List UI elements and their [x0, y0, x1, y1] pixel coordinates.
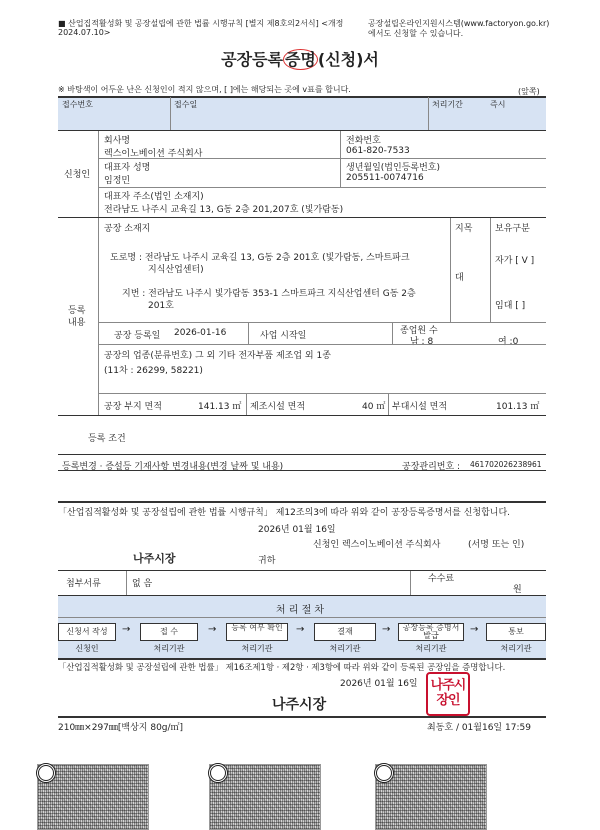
title-circled-part: 증명	[284, 50, 316, 69]
process-arrow-4: →	[382, 624, 391, 635]
applicant-row-rule-1	[98, 158, 546, 159]
land-category-value: 대	[455, 273, 464, 283]
process-step-3-actor: 처리기관	[241, 644, 273, 653]
registration-label-divider	[98, 218, 99, 415]
process-arrow-2: →	[208, 624, 217, 635]
staff-count-label: 종업원 수	[400, 326, 438, 336]
footer-top-rule	[58, 716, 546, 718]
official-seal-stamp: 나주시장인	[426, 672, 470, 716]
company-name-label: 회사명	[104, 136, 131, 146]
staff-female: 여 :0	[498, 337, 519, 347]
industry-line-1: 공장의 업종(분류번호) 그 외 기타 전자부품 제조업 외 1종	[104, 351, 331, 361]
staff-male: 남 : 8	[410, 337, 434, 347]
fee-label: 수수료	[428, 574, 455, 584]
aux-area-label: 부대시설 면적	[392, 402, 448, 412]
page-side-note: (앞쪽)	[518, 87, 540, 96]
applicant-label-divider	[98, 131, 99, 217]
attachment-top-rule	[58, 570, 546, 571]
mfg-area-value: 40 ㎡	[362, 402, 386, 412]
applicant-middle-divider	[340, 131, 341, 187]
factory-location-label: 공장 소재지	[104, 224, 151, 234]
process-step-4-box: 결재	[314, 623, 376, 641]
phone-label: 전화번호	[346, 136, 381, 146]
receipt-divider-1	[170, 97, 171, 130]
online-site-notice-2: 에서도 신청할 수 있습니다.	[368, 29, 464, 38]
processing-period-value: 즉시	[490, 100, 506, 109]
process-step-4-actor: 처리기관	[329, 644, 361, 653]
applicant-row-rule-2	[98, 187, 546, 188]
condition-bottom-rule	[58, 454, 546, 455]
process-title: 처 리 절 차	[275, 605, 325, 616]
process-step-6-actor: 처리기관	[500, 644, 532, 653]
receipt-date-label: 접수일	[174, 100, 198, 109]
process-arrow-3: →	[296, 624, 305, 635]
issuer-timestamp: 최동호 / 01월16일 17:59	[427, 723, 531, 733]
address-label: 대표자 주소(법인 소재지)	[104, 192, 204, 202]
land-category-label: 지목	[455, 224, 473, 234]
ownership-self-checkbox: 자가 [ V ]	[495, 256, 535, 266]
company-name-value: 렉스이노베이션 주식회사	[104, 149, 203, 159]
road-address-2: 지식산업센터)	[148, 265, 204, 275]
process-step-5-actor: 처리기관	[415, 644, 447, 653]
process-step-5-box: 공장등록 증명서발급	[398, 623, 464, 641]
online-site-notice: 공장설립온라인지원시스템(www.factoryon.go.kr)	[368, 19, 550, 28]
process-step-1-box: 신청서 작성	[58, 623, 116, 641]
ownership-lease-checkbox: 임대 [ ]	[495, 301, 526, 311]
address-value: 전라남도 나주시 교육길 13, G동 2층 201,207호 (빛가람동)	[104, 205, 344, 215]
certification-statement: 「산업집적활성화 및 공장설립에 관한 법률」 제16조제1항 · 제2항 · 제3항에 따라 위와 같이 등록된 공장임을 증명합니다.	[58, 662, 506, 672]
attachments-value: 없 음	[132, 579, 153, 589]
security-barcode-1	[37, 764, 149, 830]
staff-divider	[392, 322, 393, 344]
certification-top-rule	[58, 658, 546, 660]
road-address: 도로명 : 전라남도 나주시 교육길 13, G동 2층 201호 (빛가람동, 스마트파크	[110, 253, 410, 263]
receipt-bottom-rule	[58, 130, 546, 131]
representative-value: 임정민	[104, 176, 131, 186]
registration-condition-label: 등록 조건	[88, 434, 126, 444]
applicant-signature-line: 신청인 렉스이노베이션 주식회사	[313, 540, 441, 550]
land-divider	[450, 218, 451, 322]
process-step-1-actor: 신청인	[75, 644, 99, 653]
change-record-label: 등록변경 · 증설등 기재사항 변경내용(변경 날짜 및 내용)	[62, 462, 284, 472]
attachment-divider-1	[126, 571, 127, 595]
application-date: 2026년 01월 16일	[258, 525, 336, 535]
management-number-value: 461702026238961	[470, 460, 542, 469]
birth-date-label: 생년월일(법인등록번호)	[346, 163, 440, 173]
lot-address: 지번 : 전라남도 나주시 빛가람동 353-1 스마트파크 지식산업센터 G동 2층	[122, 289, 416, 299]
area-divider-2	[388, 393, 389, 415]
lot-address-2: 201호	[148, 301, 174, 311]
reg-row-rule-2	[98, 344, 546, 345]
registration-section-label-2: 내용	[68, 318, 86, 328]
title-part-1: 공장등록	[221, 50, 283, 69]
law-reference: ■ 산업집적활성화 및 공장설립에 관한 법률 시행규칙 [별지 제8호의2서식] <개정	[58, 19, 344, 28]
process-step-3-box: 등록 여부 확인	[226, 623, 288, 641]
management-number-label: 공장관리번호 :	[402, 462, 461, 472]
site-area-label: 공장 부지 면적	[104, 402, 162, 412]
site-area-value: 141.13 ㎡	[198, 402, 242, 412]
representative-label: 대표자 성명	[104, 163, 151, 173]
process-arrow-5: →	[470, 624, 479, 635]
process-title-rule	[58, 617, 546, 618]
process-step-2-box: 접 수	[140, 623, 198, 641]
security-barcode-2	[209, 764, 321, 830]
attachments-label: 첨부서류	[66, 579, 101, 589]
recipient-name: 나주시장	[133, 552, 176, 565]
registration-bottom-rule	[58, 415, 546, 416]
change-bottom-rule	[58, 470, 546, 471]
process-top-rule	[58, 595, 546, 596]
ownership-label: 보유구분	[495, 224, 530, 234]
issuer-name: 나주시장	[272, 697, 327, 713]
aux-area-value: 101.13 ㎡	[496, 402, 540, 412]
reg-row-rule-3	[98, 393, 546, 394]
receipt-divider-2	[428, 97, 429, 130]
birth-date-value: 205511-0074716	[346, 173, 424, 183]
receipt-shade	[58, 96, 546, 130]
certification-date: 2026년 01월 16일	[340, 679, 418, 689]
owner-divider	[490, 218, 491, 322]
registration-section-label-1: 등록	[68, 306, 86, 316]
applicant-section-label: 신청인	[64, 170, 91, 180]
mfg-area-label: 제조시설 면적	[250, 402, 306, 412]
application-top-rule	[58, 501, 546, 503]
title-part-2: (신청)서	[317, 50, 379, 69]
paper-spec: 210㎜×297㎜[백상지 80g/㎡]	[58, 723, 184, 733]
recipient-honorific: 귀하	[258, 556, 276, 566]
registration-date-value: 2026-01-16	[174, 328, 227, 338]
processing-period-label: 처리기간	[432, 100, 463, 109]
business-start-label: 사업 시작일	[260, 331, 307, 341]
attachment-divider-2	[410, 571, 411, 595]
registration-date-label: 공장 등록일	[114, 331, 161, 341]
applicant-bottom-rule	[58, 217, 546, 218]
phone-value: 061-820-7533	[346, 146, 410, 156]
receipt-number-label: 접수번호	[62, 100, 93, 109]
reg-row-rule-1	[98, 322, 546, 323]
security-barcode-3	[375, 764, 487, 830]
notice-text: ※ 바탕색이 어두운 난은 신청인이 적지 않으며, [ ]에는 해당되는 곳에 v표를 합니다.	[58, 85, 351, 94]
industry-line-2: (11차 : 26299, 58221)	[104, 366, 203, 376]
process-step-6-box: 통보	[486, 623, 546, 641]
area-divider-1	[246, 393, 247, 415]
document-title	[0, 47, 600, 70]
signature-note: (서명 또는 인)	[468, 540, 525, 550]
process-arrow-1: →	[122, 624, 131, 635]
process-step-2-actor: 처리기관	[153, 644, 185, 653]
application-statement: 「산업집적활성화 및 공장설립에 관한 법률 시행규칙」 제12조의3에 따라 위와 같이 공장등록증명서를 신청합니다.	[58, 508, 511, 518]
receipt-top-rule	[58, 96, 546, 98]
reg-date-divider	[248, 322, 249, 344]
fee-unit: 원	[513, 585, 522, 595]
law-reference-date: 2024.07.10>	[58, 28, 111, 37]
